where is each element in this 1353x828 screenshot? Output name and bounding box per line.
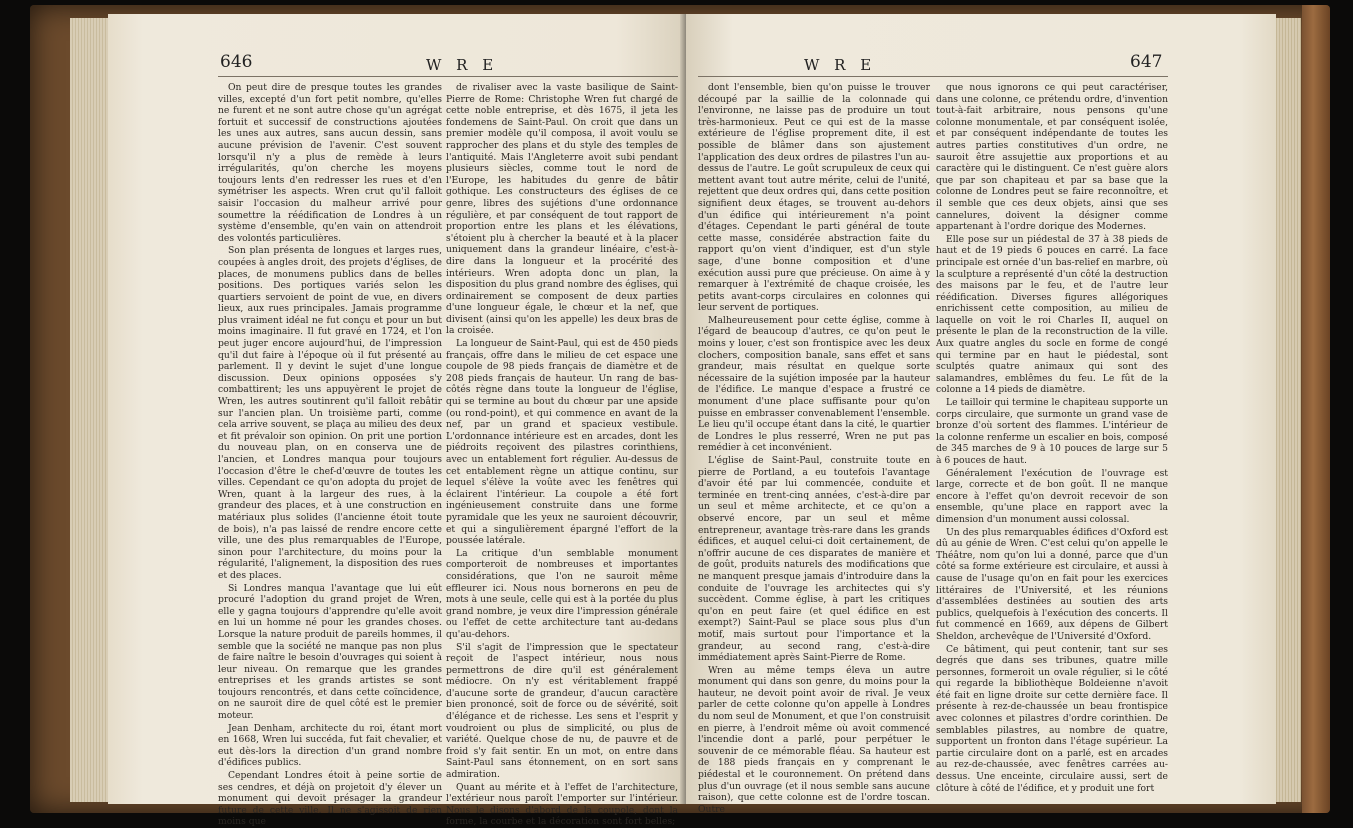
book-spine-edge xyxy=(1302,5,1330,813)
right-column-2 xyxy=(936,82,1168,794)
paragraph: Le tailloir qui termine le chapiteau supporte un corps circulaire, que surmonte un grand vase de bronze d'où sortent des flammes. L'intérieur de la colonne renferme un escalier en bois, composé de 345 marches de 9 à 10 pouces de large sur 5 à 6 pouces de haut. xyxy=(936,397,1168,466)
left-column-1 xyxy=(218,82,442,828)
left-running-header: W R E xyxy=(426,56,499,74)
paragraph: Cependant Londres étoit à peine sortie de ses cendres, et déjà on projetoit d'y élever un monument qui devoit présager la grandeur future de cette ville. Il ne s'agissoit de rien moins que xyxy=(218,770,442,828)
right-running-header: W R E xyxy=(804,56,877,74)
paragraph: que nous ignorons ce qui peut caractériser, dans une colonne, ce prétendu ordre, d'invention tout-à-fait arbitraire, nous pensons qu'une colonne monumentale, et par conséquent isolée, et par conséquent indépendante de toutes les autres parties constitutives d'un ordre, ne sauroit être assujettie aux proportions et au caractère qui le distinguent. Ce n'est guère alors que par son chapiteau et par sa base que la colonne de Londres peut se faire reconnoître, et il semble que ces deux objets, ainsi que ses cannelures, doivent la désigner comme appartenant à l'ordre dorique des Modernes. xyxy=(936,82,1168,233)
paragraph: La longueur de Saint-Paul, qui est de 450 pieds français, offre dans le milieu de cet espace une coupole de 98 pieds français de diamètre et de 208 pieds français de hauteur. Un rang de bas-côtés règne dans toute la longueur de l'église, qui se termine au bout du chœur par une apside (ou rond-point), et qui commence en avant de la nef, par un grand et spacieux vestibule. L'ordonnance intérieure est en arcades, dont les piédroits reçoivent des pilastres corinthiens, avec un entablement fort régulier. Au-dessus de cet entablement règne un attique continu, sur lequel s'élève la voûte avec les fenêtres qui éclairent l'intérieur. La coupole a été fort ingénieusement construite dans une forme pyramidale que les yeux ne sauroient découvrir, et qui a singulièrement épargné l'effort de la poussée latérale. xyxy=(446,338,678,547)
paragraph: dont l'ensemble, bien qu'on puisse le trouver découpé par la saillie de la colonnade qui l'environne, ne laisse pas de produire un tout très-harmonieux. Peut ce qui est de la masse extérieure de l'église proprement dite, il est possible de blâmer dans son ajustement l'application des deux ordres de pilastres l'un au-dessus de l'autre. Le goût scrupuleux de ceux qui mettent avant tout autre mérite, celui de l'unité, rejettent que deux ordres qui, dans cette position signifient deux étages, se trouvent au-dehors d'un édifice qui intérieurement n'a point d'étages. Cependant le parti général de toute cette masse, considérée abstraction faite du rapport qu'on vient d'indiquer, est d'un style sage, d'une bonne composition et d'une exécution aussi pure que précieuse. On aime à y remarquer à l'extrémité de chaque croisée, les petits avant-corps circulaires en colonnes qui leur servent de portiques. xyxy=(698,82,930,314)
paragraph: S'il s'agit de l'impression que le spectateur reçoit de l'aspect intérieur, nous nous permettrons de dire qu'il est généralement médiocre. On n'y est véritablement frappé d'aucune sorte de grandeur, d'aucun caractère bien prononcé, soit de force ou de sévérité, soit d'élégance et de richesse. Les sens et l'esprit y voudroient ou plus de simplicité, ou plus de variété. Quelque chose de nu, de pauvre et de froid s'y fait sentir. En un mot, on entre dans Saint-Paul sans étonnement, on en sort sans admiration. xyxy=(446,641,678,781)
paragraph: Ce bâtiment, qui peut contenir, tant sur ses degrés que dans ses tribunes, quatre mille personnes, formeroit un ovale régulier, si le côté qui regarde la bibliothèque Boldeienne n'avoit été fait en ligne droite sur cette dernière face. Il présente à rez-de-chaussée un beau frontispice avec colonnes et pilastres d'ordre corinthien. De semblables pilastres, au nombre de quatre, supportent un fronton dans l'étage supérieur. La partie circulaire dont on a parlé, est en arcades au rez-de-chaussée, avec fenêtres carrées au-dessus. Une enceinte, circulaire aussi, sert de clôture à côté de l'édifice, et y produit une fort xyxy=(936,643,1168,794)
paragraph: Son plan présenta de longues et larges rues, coupées à angles droit, des projets d'églises, de places, de monumens publics dans de belles positions. Des portiques variés selon les quartiers servoient de point de vue, en divers lieux, aux rues principales. Jamais programme plus vraiment idéal ne fut conçu et pour un but moins imaginaire. Il fut gravé en 1724, et l'on peut juger encore aujourd'hui, de l'impression qu'il dut faire à l'époque où il fut présenté au parlement. Il y devint le sujet d'une longue discussion. Deux opinions opposées s'y combattirent; les uns appuyèrent le projet de Wren, les autres soutinrent qu'il falloit rebâtir sur l'ancien plan. Un troisième parti, comme cela arrive souvent, se plaça au milieu des deux et fit prévaloir son opinion. On prit une portion du nouveau plan, on en conserva une de l'ancien, et Londres manqua pour toujours l'occasion d'être le chef-d'œuvre de toutes les villes. Cependant ce qu'on adopta du projet de Wren, quant à la largeur des rues, à la grandeur des places, et à une construction en matériaux plus solides (l'ancienne étoit toute de bois), n'a pas laissé de rendre encore cette ville, une des plus remarquables de l'Europe, sinon pour l'architecture, du moins pour la régularité, l'alignement, la disposition des rues et des places. xyxy=(218,245,442,581)
right-header-rule xyxy=(698,76,1168,77)
right-page-number: 647 xyxy=(1130,52,1163,72)
left-column-2 xyxy=(446,82,678,828)
left-header-rule xyxy=(218,76,678,77)
paragraph: L'église de Saint-Paul, construite toute en pierre de Portland, a eu toutefois l'avantage d'avoir été par lui commencée, conduite et terminée en trent-cinq années, c'est-à-dire par un seul et même architecte, et ce qu'on a observé encore, par un seul et même entrepreneur, avantage très-rare dans les grands édifices, et auquel celui-ci doit certainement, de n'offrir aucune de ces disparates de manière et de goût, produits naturels des modifications que ne manquent presque jamais d'introduire dans la conduite de l'ouvrage les architectes qui s'y succèdent. Comme église, à part les critiques qu'on en peut faire (et quel édifice en est exempt?) Saint-Paul se place sous plus d'un motif, mais surtout pour l'importance et la grandeur, au second rang, c'est-à-dire immédiatement après Saint-Pierre de Rome. xyxy=(698,455,930,664)
paragraph: Un des plus remarquables édifices d'Oxford est dû au génie de Wren. C'est celui qu'on appelle le Théâtre, nom qu'on lui a donné, parce que d'un côté sa forme extérieure est circulaire, et aussi à cause de l'usage qu'on en fait pour les exercices littéraires de l'Université, et les réunions d'assemblées destinées au soutien des arts publics, quelquefois à l'exécution des concerts. Il fut commencé en 1669, aux dépens de Gilbert Sheldon, archevêque de l'Université d'Oxford. xyxy=(936,526,1168,642)
paragraph: On peut dire de presque toutes les grandes villes, excepté d'un fort petit nombre, qu'elles ne furent et ne sont autre chose qu'un agrégat fortuit et successif de constructions ajoutées les unes aux autres, sans aucun dessin, sans aucune prévision de l'avenir. C'est souvent lorsqu'il n'y a plus de remède à leurs irrégularités, qu'on cherche les moyens toujours lents d'en redresser les rues et d'en symétriser les aspects. Wren crut qu'il falloit saisir l'occasion du malheur arrivé pour soumettre la réédification de Londres à un système d'ensemble, qu'en vain on attendroit des volontés particulières. xyxy=(218,82,442,244)
paragraph: Quant au mérite et à l'effet de l'architecture, l'extérieur nous paroît l'emporter sur l'intérieur. Nous le disons d'abord de la coupole, dont la forme, la courbe et la décoration sont fort belles; xyxy=(446,781,678,828)
paragraph: Wren au même temps éleva un autre monument qui dans son genre, du moins pour la hauteur, ne devoit point avoir de rival. Je veux parler de cette colonne qu'on appelle à Londres du nom seul de Monument, et que l'on construisit en pierre, à l'endroit même où avoit commencé l'incendie dont a parlé, pour perpétuer le souvenir de ce mémorable fléau. Sa hauteur est de 188 pieds français en y comprenant le piédestal et le couronnement. On prétend dans plus d'un ouvrage (et il nous semble sans aucune raison), que cette colonne est de l'ordre toscan. Outre xyxy=(698,664,930,815)
right-column-1 xyxy=(698,82,930,815)
left-page xyxy=(108,14,686,828)
left-page-number: 646 xyxy=(220,52,253,72)
paragraph: Si Londres manqua l'avantage que lui eût procuré l'adoption du grand projet de Wren, elle y gagna toujours d'apprendre qu'elle avoit en lui un homme né pour les grandes choses. Lorsque la nature produit de pareils hommes, il semble que la société ne manque pas non plus de faire naître le besoin d'ouvrages qui soient à leur niveau. On remarque que les grandes entreprises et les grands artistes se sont toujours rencontrés, et dans cette coïncidence, on ne sauroit dire de quel côté est le premier moteur. xyxy=(218,582,442,722)
paragraph: Elle pose sur un piédestal de 37 à 38 pieds de haut et de 19 pieds 6 pouces en carré. La face principale est ornée d'un bas-relief en marbre, où la sculpture a représenté d'un côté la destruction des maisons par le feu, et de l'autre leur réédification. Diverses figures allégoriques enrichissent cette composition, au milieu de laquelle on voit le roi Charles II, auquel on présente le plan de la reconstruction de la ville. Aux quatre angles du socle en forme de congé qui termine par en haut le piédestal, sont sculptés quatre animaux qui sont des salamandres, emblêmes du feu. Le fût de la colonne a 14 pieds de diamètre. xyxy=(936,233,1168,396)
paragraph: Jean Denham, architecte du roi, étant mort en 1668, Wren lui succéda, fut fait chevalier, et eut dès-lors la direction d'un grand nombre d'édifices publics. xyxy=(218,722,442,769)
paragraph: Malheureusement pour cette église, comme à l'égard de beaucoup d'autres, ce qu'on peut le moins y louer, c'est son frontispice avec les deux clochers, composition banale, sans effet et sans grandeur, mais résultat en quelque sorte nécessaire de la sujétion imposée par la hauteur de l'édifice. Le manque d'espace a frustré ce monument d'une place suffisante pour qu'on puisse en embrasser convenablement l'ensemble. Le lieu qu'il occupe étant dans la cité, le quartier de Londres le plus resserré, Wren ne put pas remédier à cet inconvénient. xyxy=(698,314,930,454)
paragraph: La critique d'un semblable monument comporteroit de nombreuses et importantes considérations, que l'on ne sauroit même effleurer ici. Nous nous bornerons en peu de mots à une seule, celle qui est à la portée du plus grand nombre, je veux dire l'impression générale ou l'effet de cette architecture tant au-dedans qu'au-dehors. xyxy=(446,547,678,640)
right-page xyxy=(686,14,1276,815)
paragraph: de rivaliser avec la vaste basilique de Saint-Pierre de Rome: Christophe Wren fut chargé de cette noble entreprise, et dès 1675, il jeta les fondemens de Saint-Paul. On croit que dans un premier modèle qu'il composa, il avoit voulu se rapprocher des plans et du style des temples de l'antiquité. Mais l'Angleterre avoit subi pendant plusieurs siècles, comme tout le nord de l'Europe, les habitudes du genre de bâtir gothique. Les constructeurs des églises de ce genre, libres des sujétions d'une ordonnance régulière, et par conséquent de tout rapport de proportion entre les plans et les élévations, s'étoient plu à chercher la beauté et à la placer uniquement dans la grandeur linéaire, c'est-à-dire dans la longueur et la procérité des intérieurs. Wren adopta donc un plan, la disposition du plus grand nombre des églises, qui ordinairement se composent de deux parties d'une longueur égale, le chœur et la nef, que divisent (ainsi qu'on les appelle) les deux bras de la croisée. xyxy=(446,82,678,337)
paragraph: Généralement l'exécution de l'ouvrage est large, correcte et de bon goût. Il ne manque encore à l'effet qu'on devroit recevoir de son ensemble, qu'une place en rapport avec la dimension d'un monument aussi colossal. xyxy=(936,467,1168,525)
